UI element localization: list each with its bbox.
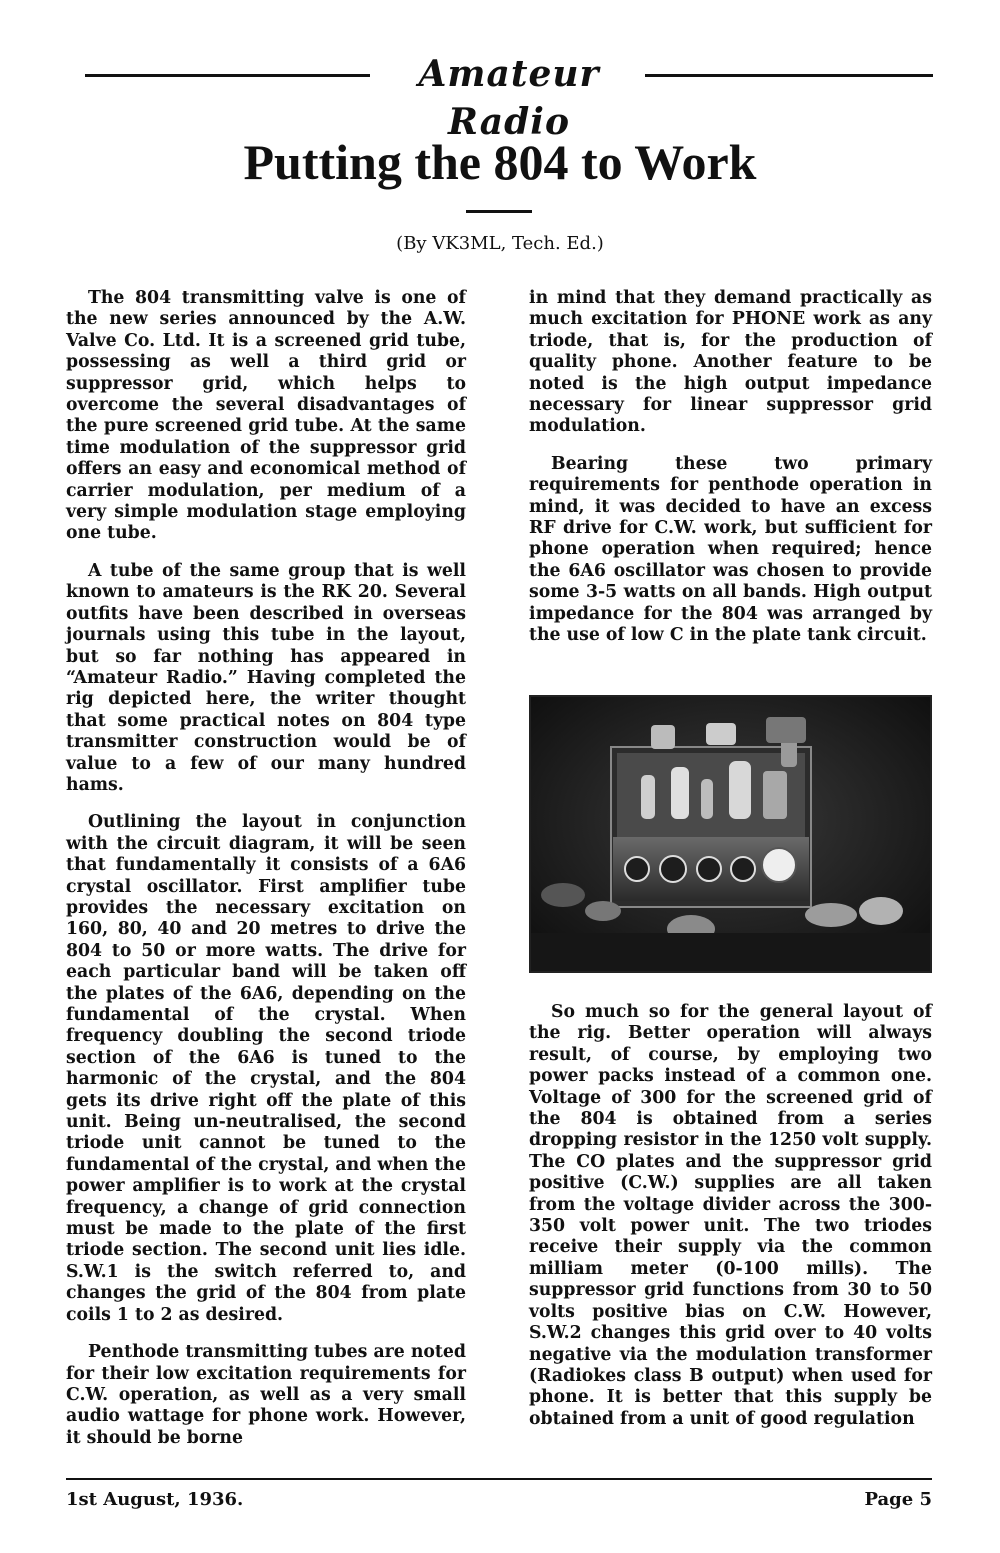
title-divider [466, 210, 532, 213]
paragraph: Penthode transmitting tubes are noted for their low excitation requirements for C.W. operation, as well as a very small audio wattage for phone work. However, it should be borne [66, 1342, 466, 1448]
paragraph: The 804 transmitting valve is one of the new series announced by the A.W. Valve Co. Ltd. It is a screened grid tube, possessing as well a third grid or suppressor grid, which helps to overcome the several disadvantages of the pure screened grid tube. At the same time modulation of the suppressor grid offers an easy and economical method of carrier modulation, per medium of a very simple modulation stage employing one tube. [66, 288, 466, 544]
left-column [66, 288, 466, 1465]
paragraph: Outlining the layout in conjunction with the circuit diagram, it will be seen that fundamentally it consists of a 6A6 crystal oscillator. First amplifier tube provides the necessary excitation on 160, 80, 40 and 20 metres to drive the 804 to 50 or more watts. The drive for each particular band will be taken off the plates of the 6A6, depending on the fundamental of the crystal. When frequency doubling the second triode section of the 6A6 is tuned to the harmonic of the crystal, and the 804 gets its drive right off the plate of this unit. Being un-neutralised, the second triode unit cannot be tuned to the fundamental of the crystal, and when the power amplifier is to work at the crystal frequency, a change of grid connection must be made to the plate of the first triode section. The second unit lies idle. S.W.1 is the switch referred to, and changes the grid of the 804 from plate coils 1 to 2 as desired. [66, 812, 466, 1325]
paragraph: in mind that they demand practically as much excitation for PHONE work as any triode, that is, for the production of quality phone. Another feature to be noted is the high output impedance necessary for linear suppressor grid modulation. [529, 288, 932, 437]
footer-rule [66, 1478, 932, 1480]
right-column-bottom [529, 1002, 932, 1446]
masthead-rule-left [85, 74, 370, 77]
paragraph: Bearing these two primary requirements for penthode operation in mind, it was decided to have an excess RF drive for C.W. work, but sufficient for phone operation when required; hence the 6A6 oscillator was chosen to provide some 3-5 watts on all bands. High output impedance for the 804 was arranged by the use of low C in the plate tank circuit. [529, 453, 932, 646]
paragraph: A tube of the same group that is well known to amateurs is the RK 20. Several outfits have been described in overseas journals using this tube in the layout, but so far nothing has appeared in “Amateur Radio.” Having completed the rig depicted here, the writer thought that some practical notes on 804 type transmitter construction would be of value to a few of our many hundred hams. [66, 560, 466, 795]
masthead-brand: Amateur Radio [418, 53, 600, 143]
right-column-top [529, 288, 932, 663]
footer-date: 1st August, 1936. [66, 1489, 244, 1510]
transmitter-photo-illustration [531, 697, 930, 971]
footer-page-number: Page 5 [864, 1489, 932, 1510]
article-byline: (By VK3ML, Tech. Ed.) [396, 233, 604, 254]
transmitter-photo [529, 695, 932, 973]
masthead-rule-right [645, 74, 933, 77]
masthead [85, 50, 933, 143]
paragraph: So much so for the general layout of the rig. Better operation will always result, of course, by employing two power packs instead of a common one. Voltage of 300 for the screened grid of the 804 is obtained from a series dropping resistor in the 1250 volt supply. The CO plates and the suppressor grid positive (C.W.) supplies are all taken from the voltage divider across the 300-350 volt power unit. The two triodes receive their supply via the common milliam meter (0-100 mills). The suppressor grid functions from 30 to 50 volts positive bias on C.W. However, S.W.2 changes this grid over to 40 volts negative via the modulation transformer (Radiokes class B output) when used for phone. It is better that this supply be obtained from a unit of good regulation [529, 1002, 932, 1429]
article-title: Putting the 804 to Work [243, 134, 757, 190]
